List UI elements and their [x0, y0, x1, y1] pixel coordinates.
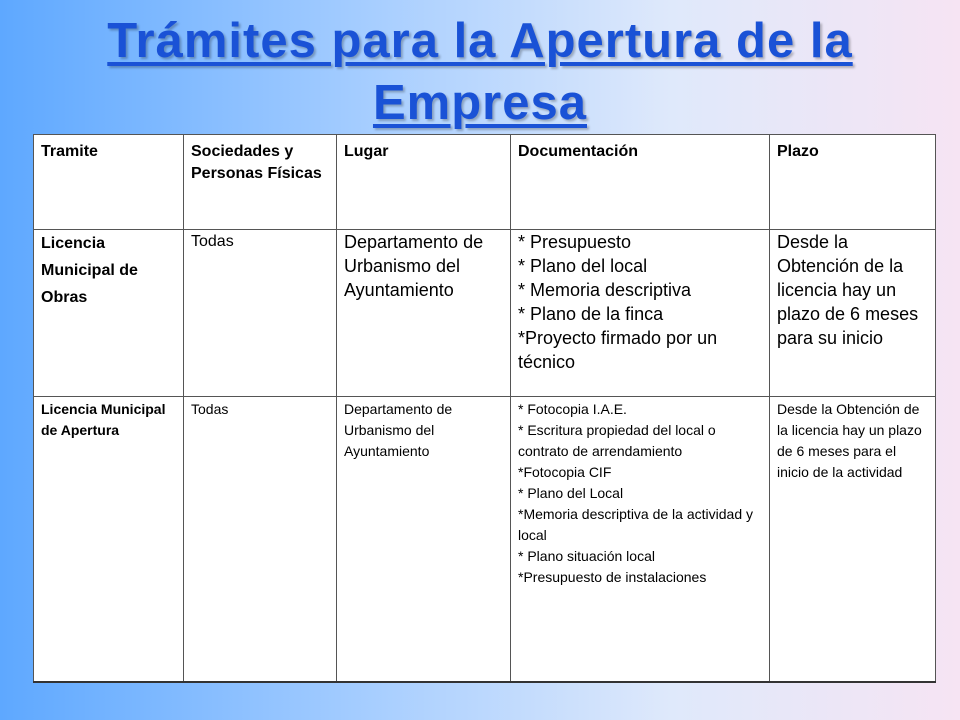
cell-lugar: Departamento de Urbanismo del Ayuntamiento [337, 397, 511, 683]
procedures-table [33, 134, 936, 683]
table-header-row [34, 135, 936, 230]
column-header-sociedades: Sociedades y Personas Físicas [184, 135, 337, 230]
cell-tramite: Licencia Municipal de Apertura [34, 397, 184, 683]
column-header-plazo: Plazo [770, 135, 936, 230]
column-header-tramite: Tramite [34, 135, 184, 230]
cell-documentacion: * Presupuesto * Plano del local * Memoria descriptiva * Plano de la finca *Proyecto firmado por un técnico [511, 230, 770, 397]
table-row [34, 397, 936, 683]
cell-plazo: Desde la Obtención de la licencia hay un plazo de 6 meses para su inicio [770, 230, 936, 397]
cell-sociedades: Todas [184, 230, 337, 397]
cell-lugar: Departamento de Urbanismo del Ayuntamiento [337, 230, 511, 397]
column-header-lugar: Lugar [337, 135, 511, 230]
cell-plazo: Desde la Obtención de la licencia hay un plazo de 6 meses para el inicio de la actividad [770, 397, 936, 683]
page-title: Trámites para la Apertura de la Empresa [107, 14, 853, 130]
cell-documentacion: * Fotocopia I.A.E. * Escritura propiedad del local o contrato de arrendamiento *Fotocopia CIF * Plano del Local *Memoria descriptiva de la actividad y local * Plano situación local *Presupuesto de instalaciones [511, 397, 770, 683]
table-row [34, 230, 936, 397]
column-header-documentacion: Documentación [511, 135, 770, 230]
cell-tramite: Licencia Municipal de Obras [34, 230, 184, 397]
cell-sociedades: Todas [184, 397, 337, 683]
